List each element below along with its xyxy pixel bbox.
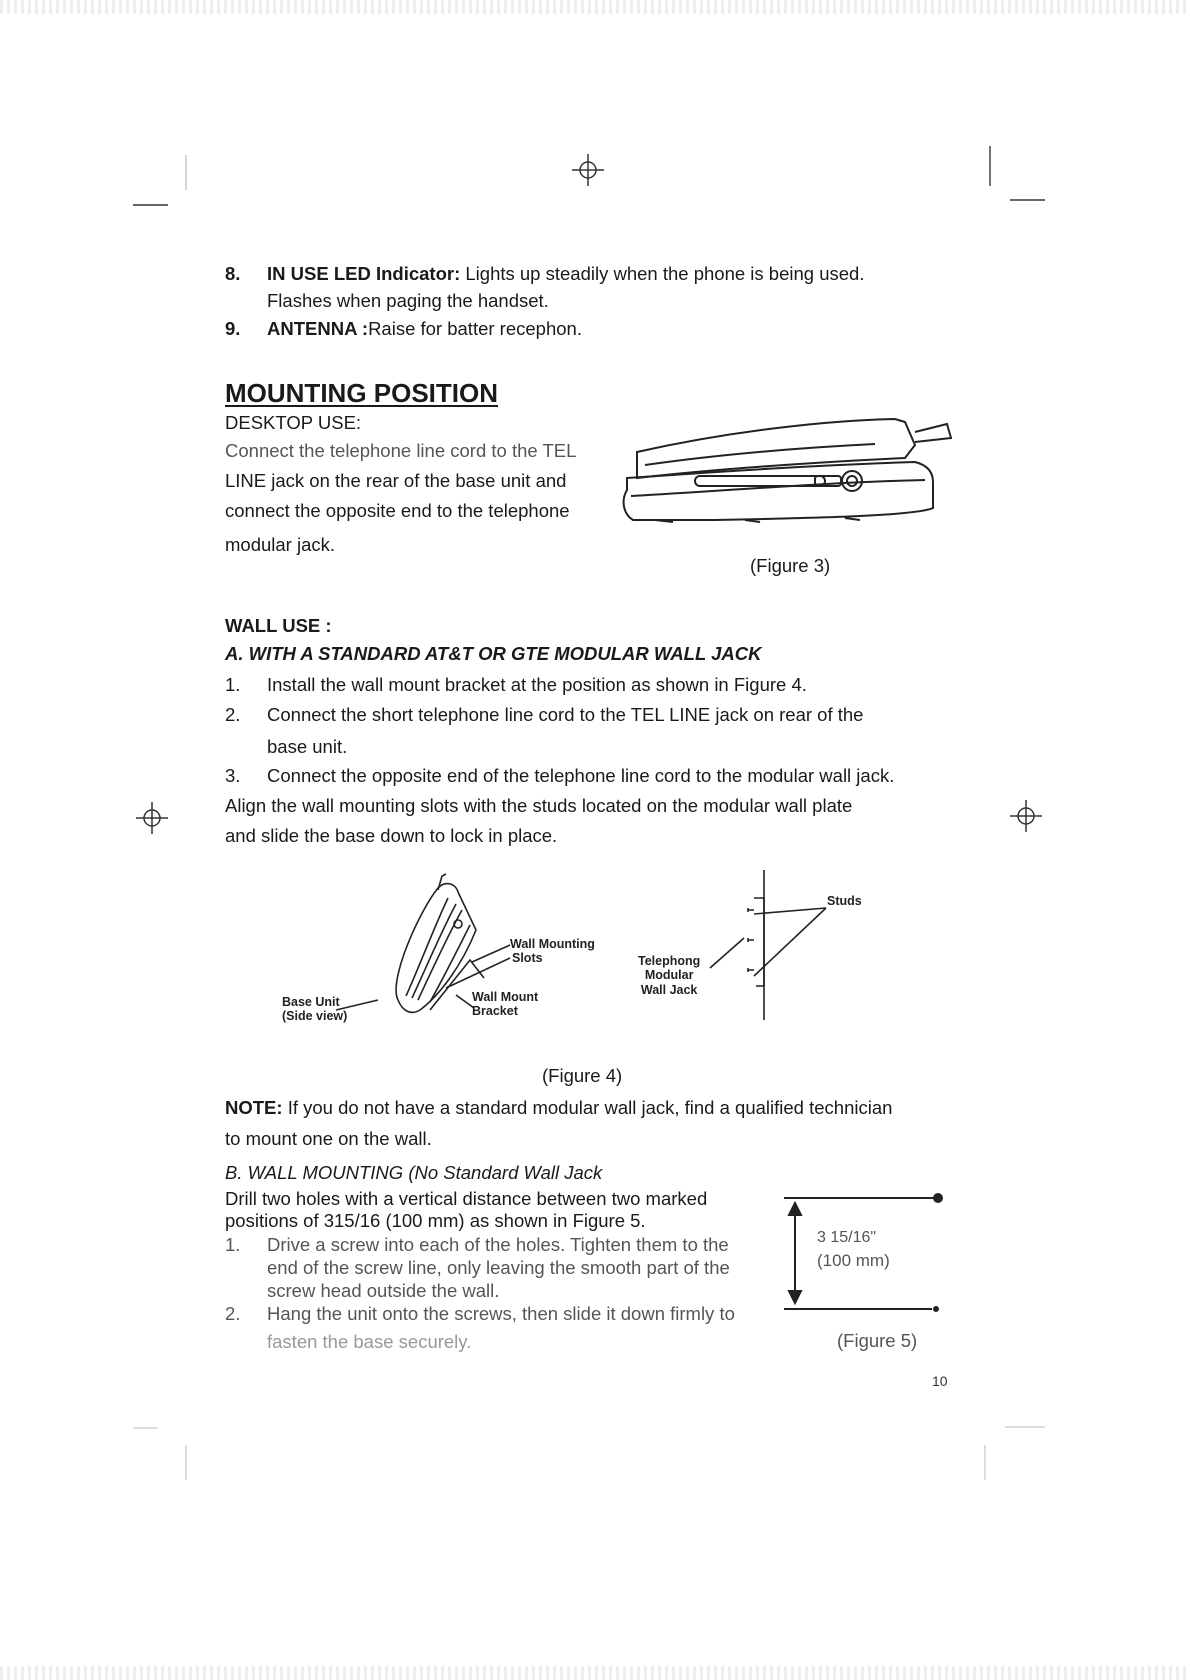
item-text: Raise for batter recephon. — [368, 318, 582, 339]
label-wall-mount-bracket — [472, 990, 538, 1019]
figure-3-caption: (Figure 3) — [750, 555, 831, 576]
item-number: 9. — [225, 318, 241, 339]
step-text-continued: screw head outside the wall. — [267, 1280, 500, 1301]
label-line: Wall Jack — [640, 982, 698, 997]
figure-5-dimension-diagram — [780, 1185, 950, 1315]
label-line: Telephong — [638, 954, 701, 968]
item-term: IN USE LED Indicator: — [267, 263, 461, 284]
label-wall-mounting-slots — [510, 937, 595, 966]
step-number: 3. — [225, 765, 241, 786]
step-number: 1. — [225, 674, 241, 695]
step-number: 2. — [225, 1303, 241, 1324]
step-text-continued: end of the screw line, only leaving the smooth part of the — [267, 1257, 730, 1278]
desktop-text-line: modular jack. — [225, 534, 336, 555]
align-text-line: and slide the base down to lock in place. — [225, 825, 558, 846]
label-line: Slots — [512, 951, 543, 966]
figure-5-dimension-inches: 3 15/16" — [817, 1229, 877, 1246]
align-text-line: Align the wall mounting slots with the studs located on the modular wall plate — [225, 795, 853, 816]
step-text: Connect the opposite end of the telephone line cord to the modular wall jack. — [267, 765, 895, 786]
label-line: Wall Mounting — [510, 937, 595, 951]
registration-mark-top — [570, 152, 606, 188]
note-text-continued: to mount one on the wall. — [225, 1128, 432, 1149]
registration-mark-right — [1008, 798, 1044, 834]
wall-step-1 — [225, 676, 807, 695]
step-text: Drive a screw into each of the holes. Tighten them to the — [267, 1234, 729, 1255]
figure-5-dimension-mm: (100 mm) — [817, 1251, 890, 1270]
drill-text-line: positions of 315/16 (100 mm) as shown in Figure 5. — [225, 1210, 646, 1231]
wall-step-3 — [225, 767, 894, 786]
label-studs: Studs — [827, 894, 862, 908]
figure-5-caption: (Figure 5) — [837, 1330, 918, 1351]
desktop-text-line: LINE jack on the rear of the base unit and — [225, 470, 567, 491]
step-text-continued: fasten the base securely. — [267, 1331, 472, 1352]
item-text-continued: Flashes when paging the handset. — [267, 290, 549, 311]
step-number: 2. — [225, 704, 241, 725]
section-b-heading: B. WALL MOUNTING (No Standard Wall Jack — [225, 1162, 603, 1183]
list-item-antenna — [225, 320, 582, 339]
page-number: 10 — [932, 1373, 948, 1389]
wall-step-2 — [225, 706, 863, 725]
step-text: Connect the short telephone line cord to the TEL LINE jack on rear of the — [267, 704, 864, 725]
b-step-2 — [225, 1305, 735, 1324]
label-line: (Side view) — [282, 1009, 348, 1024]
wall-use-label: WALL USE : — [225, 615, 332, 636]
desktop-use-label: DESKTOP USE: — [225, 412, 362, 433]
note-label: NOTE: — [225, 1097, 283, 1118]
step-text: Hang the unit onto the screws, then slide it down firmly to — [267, 1303, 735, 1324]
registration-mark-left — [134, 800, 170, 836]
figure-4-caption: (Figure 4) — [542, 1065, 623, 1086]
step-number: 1. — [225, 1234, 241, 1255]
figure-3-base-unit-illustration — [615, 410, 955, 535]
desktop-text-line: connect the opposite end to the telephone — [225, 500, 570, 521]
desktop-text-line: Connect the telephone line cord to the TEL — [225, 440, 577, 461]
b-step-1 — [225, 1236, 729, 1255]
item-number: 8. — [225, 263, 241, 284]
label-line: Wall Mount — [472, 990, 539, 1004]
note — [225, 1099, 892, 1118]
section-heading: MOUNTING POSITION — [225, 378, 498, 408]
label-line: Base Unit — [282, 995, 340, 1009]
label-base-unit — [282, 995, 347, 1024]
item-text: Lights up steadily when the phone is being used. — [460, 263, 865, 284]
step-text-continued: base unit. — [267, 736, 348, 757]
step-text: Install the wall mount bracket at the position as shown in Figure 4. — [267, 674, 807, 695]
list-item-in-use-led — [225, 265, 864, 284]
label-telephone-jack — [638, 954, 700, 997]
label-line: Modular — [644, 968, 694, 983]
section-a-heading: A. WITH A STANDARD AT&T OR GTE MODULAR WALL JACK — [225, 643, 762, 664]
drill-text-line: Drill two holes with a vertical distance between two marked — [225, 1188, 708, 1209]
label-line: Bracket — [472, 1004, 518, 1019]
item-term: ANTENNA : — [267, 318, 369, 339]
note-text: If you do not have a standard modular wall jack, find a qualified technician — [282, 1097, 893, 1118]
